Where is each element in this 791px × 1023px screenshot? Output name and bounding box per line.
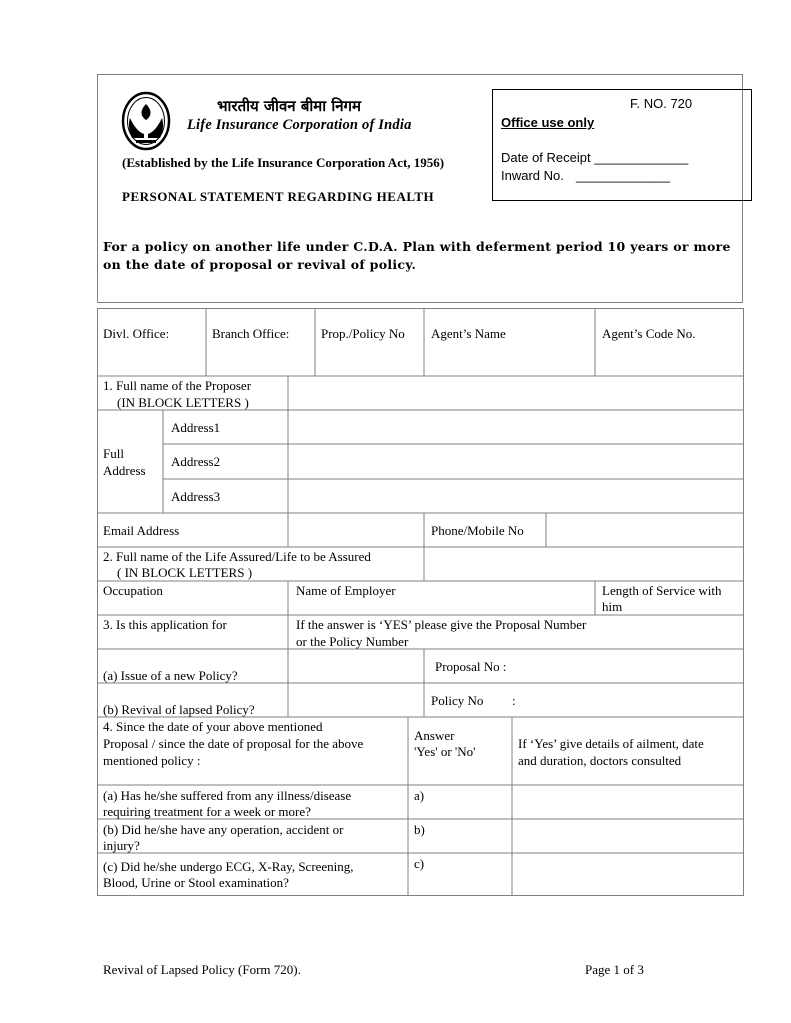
branch-office-label: Branch Office:: [212, 326, 290, 341]
q4b-label: (b) Did he/she have any operation, accident or: [103, 822, 344, 837]
q4-label: 4. Since the date of your above mentioned: [103, 719, 323, 734]
proposer-block-letters-note: (IN BLOCK LETTERS ): [117, 395, 249, 410]
answer-header: Answer: [414, 728, 455, 743]
q4a-details-field[interactable]: [514, 786, 742, 818]
footer-form-name: Revival of Lapsed Policy (Form 720).: [103, 962, 301, 977]
q4c-answer-field[interactable]: c): [414, 856, 425, 871]
date-of-receipt-field[interactable]: Date of Receipt _____________: [501, 150, 689, 165]
q4c-label: (c) Did he/she undergo ECG, X-Ray, Screening,: [103, 859, 354, 874]
address1-label: Address1: [171, 420, 221, 435]
address2-label: Address2: [171, 454, 221, 469]
full-address-label: Full: [103, 446, 124, 461]
phone-field[interactable]: [548, 515, 742, 547]
q3b-label: (b) Revival of lapsed Policy?: [103, 702, 255, 717]
q4a-answer-field[interactable]: a): [414, 788, 425, 803]
q3-instruction-2: or the Policy Number: [296, 634, 409, 649]
address3-label: Address3: [171, 489, 221, 504]
q4a-label-2: requiring treatment for a week or more?: [103, 804, 311, 819]
policy-no-label: Policy No: [431, 693, 484, 708]
q3a-answer-field[interactable]: [290, 651, 424, 683]
q4-label-3: mentioned policy :: [103, 753, 201, 768]
inward-no-label: Inward No.: [501, 168, 564, 183]
office-use-box: [492, 89, 752, 201]
lic-emblem-icon: [120, 90, 172, 152]
proposal-no-label: Proposal No :: [435, 659, 507, 674]
page-number: Page 1 of 3: [585, 962, 644, 977]
inward-no-field[interactable]: _____________: [576, 168, 670, 183]
agent-code-label: Agent’s Code No.: [602, 326, 696, 341]
full-address-label-2: Address: [103, 463, 146, 478]
details-header-2: and duration, doctors consulted: [518, 753, 682, 768]
address2-field[interactable]: [290, 446, 742, 479]
prop-policy-label: Prop./Policy No: [321, 326, 405, 341]
form-number: F. NO. 720: [630, 96, 693, 111]
proposer-name-field[interactable]: [290, 378, 742, 410]
proposer-name-label: 1. Full name of the Proposer: [103, 378, 252, 393]
page-title: PERSONAL STATEMENT REGARDING HEALTH: [122, 189, 435, 204]
life-assured-label: 2. Full name of the Life Assured/Life to be Assured: [103, 549, 371, 564]
q4b-details-field[interactable]: [514, 820, 742, 852]
service-length-label-2: him: [602, 599, 623, 614]
q3-instruction: If the answer is ‘YES’ please give the Proposal Number: [296, 617, 587, 632]
intro-text: For a policy on another life under C.D.A. Plan with deferment period 10 years or more on the date of proposal or revival of policy.: [103, 239, 731, 272]
established-note: (Established by the Life Insurance Corporation Act, 1956): [122, 155, 445, 170]
q4c-details-field[interactable]: [514, 854, 742, 894]
service-length-label: Length of Service with: [602, 583, 722, 598]
address3-field[interactable]: [290, 481, 742, 513]
q3a-label: (a) Issue of a new Policy?: [103, 668, 238, 683]
org-name-english: Life Insurance Corporation of India: [187, 117, 412, 133]
occupation-label: Occupation: [103, 583, 163, 598]
office-use-title: Office use only: [501, 115, 595, 130]
q3b-answer-field[interactable]: [290, 685, 424, 717]
life-assured-block-letters-note: ( IN BLOCK LETTERS ): [117, 565, 253, 580]
answer-header-2: 'Yes' or 'No': [414, 744, 476, 759]
q4c-label-2: Blood, Urine or Stool examination?: [103, 875, 289, 890]
agent-name-label: Agent’s Name: [431, 326, 506, 341]
org-name-hindi: भारतीय जीवन बीमा निगम: [217, 97, 361, 115]
email-field[interactable]: [290, 515, 424, 547]
details-header: If ‘Yes’ give details of ailment, date: [518, 736, 704, 751]
q3-label: 3. Is this application for: [103, 617, 227, 632]
employer-label: Name of Employer: [296, 583, 396, 598]
divl-office-label: Divl. Office:: [103, 326, 170, 341]
q4-label-2: Proposal / since the date of proposal for the above: [103, 736, 364, 751]
email-label: Email Address: [103, 523, 180, 538]
q4b-answer-field[interactable]: b): [414, 822, 425, 837]
q4a-label: (a) Has he/she suffered from any illness/disease: [103, 788, 352, 803]
policy-no-colon: :: [512, 693, 516, 708]
life-assured-field[interactable]: [426, 549, 742, 581]
address1-field[interactable]: [290, 412, 742, 444]
phone-label: Phone/Mobile No: [431, 523, 524, 538]
q4b-label-2: injury?: [103, 838, 140, 853]
